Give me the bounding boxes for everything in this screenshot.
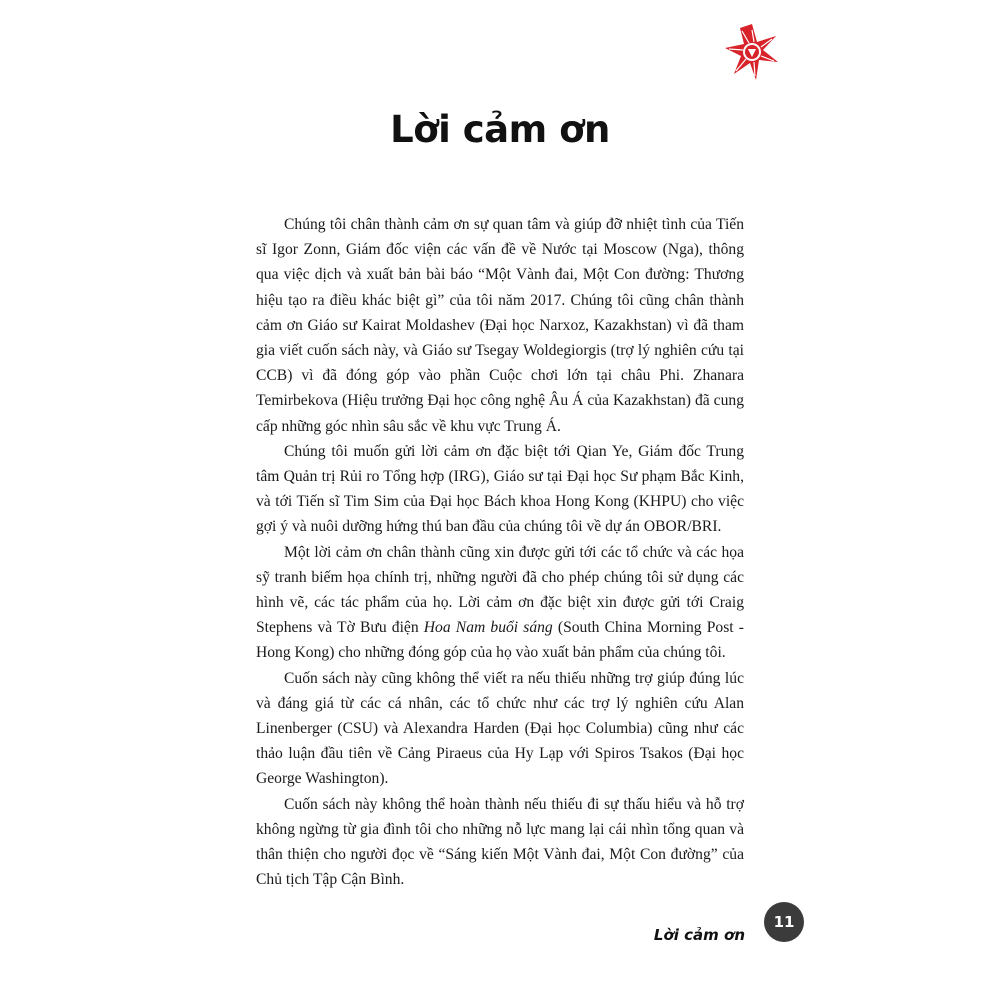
paragraph [256, 540, 744, 666]
paragraph: Chúng tôi chân thành cảm ơn sự quan tâm và giúp đỡ nhiệt tình của Tiến sĩ Igor Zonn, Giám đốc viện các vấn đề về Nước tại Moscow (Nga), thông qua việc dịch và xuất bản bài báo “Một Vành đai, Một Con đường: Thương hiệu tạo ra điều khác biệt gì” của tôi năm 2017. Chúng tôi cũng chân thành cảm ơn Giáo sư Kairat Moldashev (Đại học Narxoz, Kazakhstan) vì đã tham gia viết cuốn sách này, và Giáo sư Tsegay Woldegiorgis (trợ lý nghiên cứu tại CCB) vì đã đóng góp vào phần Cuộc chơi lớn tại châu Phi. Zhanara Temirbekova (Hiệu trưởng Đại học công nghệ Âu Á của Kazakhstan) đã cung cấp những góc nhìn sâu sắc về khu vực Trung Á. [256, 216, 744, 435]
newspaper-title: Hoa Nam buổi sáng [423, 619, 553, 637]
paragraph: Chúng tôi muốn gửi lời cảm ơn đặc biệt tới Qian Ye, Giám đốc Trung tâm Quản trị Rủi ro Tổng hợp (IRG), Giáo sư tại Đại học Sư phạm Bắc Kinh, và tới Tiến sĩ Tim Sim của Đại học Bách khoa Hong Kong (KHPU) cho việc gợi ý và nuôi dưỡng hứng thú ban đầu của chúng tôi về dự án OBOR/BRI. [256, 442, 744, 536]
paragraph-text: Một lời cảm ơn chân thành cũng xin được gửi tới các tổ chức và các họa sỹ tranh biếm họa chính trị, những người đã cho phép chúng tôi sử dụng các hình vẽ, các tác phẩm của họ. Lời cảm ơn đặc biệt xin được gửi tới Craig Stephens và Tờ Bưu điện [256, 543, 744, 637]
page-title: Lời cảm ơn [390, 108, 610, 151]
running-footer-title: Lời cảm ơn [653, 926, 745, 944]
paragraph: Cuốn sách này cũng không thể viết ra nếu thiếu những trợ giúp đúng lúc và đáng giá từ các cá nhân, các tổ chức như các trợ lý nghiên cứu Alan Linenberger (CSU) và Alexandra Harden (Đại học Columbia) cũng như các thảo luận đầu tiên về Cảng Piraeus của Hy Lạp với Spiros Tsakos (Đại học George Washington). [256, 669, 744, 788]
acknowledgements-body [256, 212, 744, 892]
page-number-badge: 11 [764, 902, 804, 942]
publisher-star-logo-icon [722, 22, 782, 82]
paragraph: Cuốn sách này không thể hoàn thành nếu thiếu đi sự thấu hiểu và hỗ trợ không ngừng từ gia đình tôi cho những nỗ lực mang lại cái nhìn tổng quan và thân thiện cho người đọc về “Sáng kiến Một Vành đai, Một Con đường” của Chủ tịch Tập Cận Bình. [256, 795, 744, 889]
paragraph-text: (South China Morning Post - Hong Kong) cho những đóng góp của họ vào xuất bản phẩm của chúng tôi. [256, 619, 744, 662]
